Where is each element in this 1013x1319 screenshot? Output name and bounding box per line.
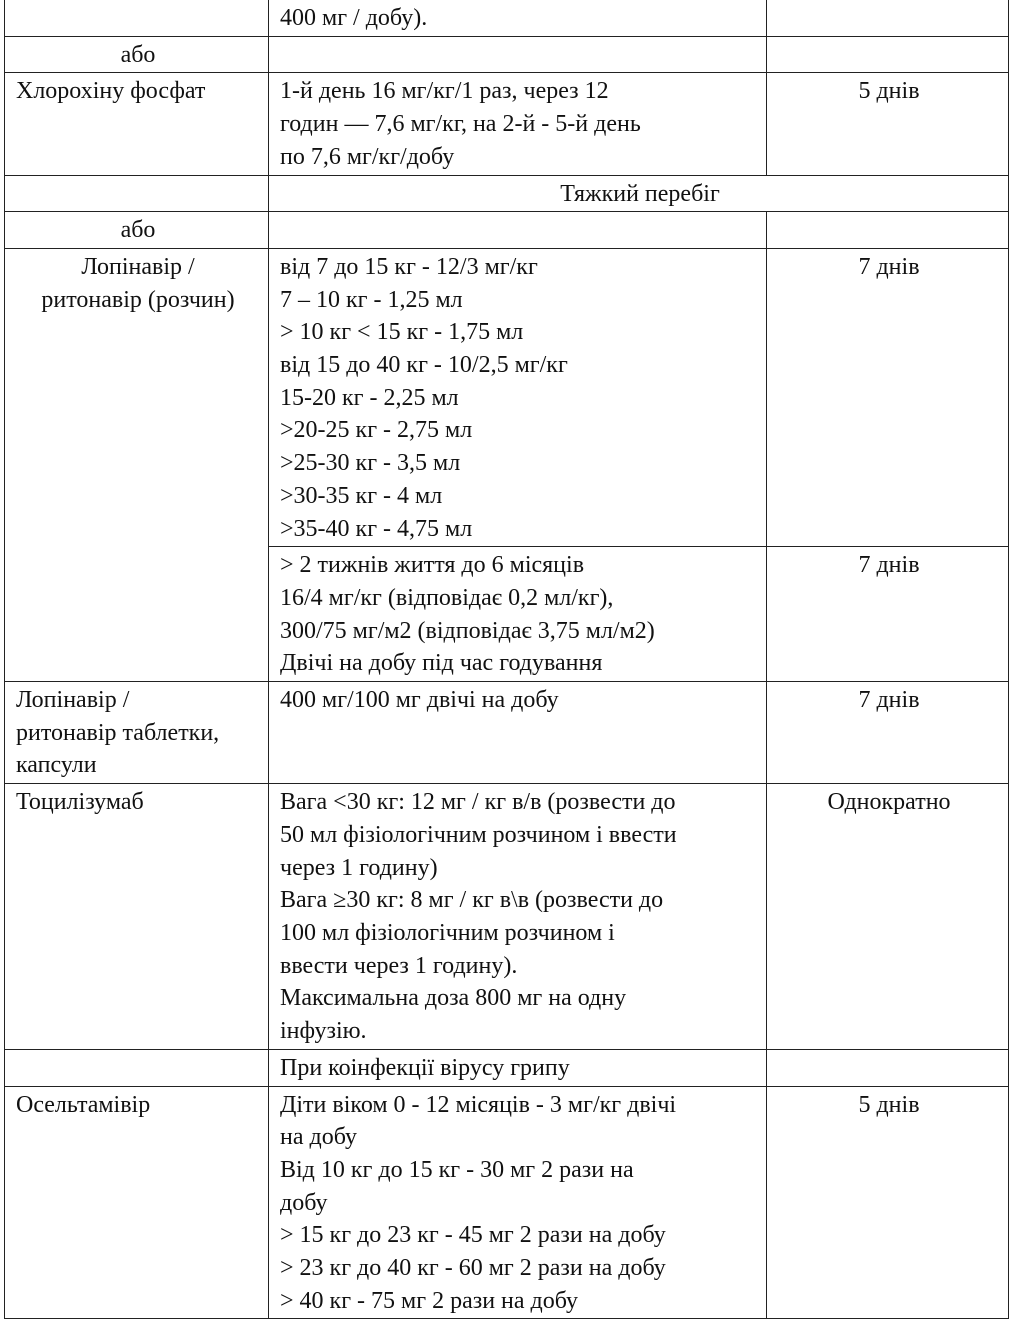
dosage-line: >35-40 кг - 4,75 мл xyxy=(280,515,473,542)
duration-cell: 7 днів xyxy=(767,248,1009,546)
dosage-line: на добу xyxy=(280,1124,358,1151)
drug-cell xyxy=(5,682,269,784)
drug-name-line: Лопінавір / xyxy=(16,687,130,714)
dosage-cell xyxy=(269,1086,767,1319)
table-row xyxy=(5,0,1009,36)
dosage-line: добу xyxy=(280,1189,328,1216)
drug-cell xyxy=(5,0,269,36)
dosage-line: по 7,6 мг/кг/добу xyxy=(280,143,455,170)
duration-cell xyxy=(767,36,1009,73)
dosage-cell xyxy=(269,212,767,249)
dosage-line: Максимальна доза 800 мг на одну xyxy=(280,985,627,1012)
drug-name-line: капсули xyxy=(16,752,97,779)
drug-name-line: Лопінавір / xyxy=(81,253,195,280)
drug-cell: Хлорохіну фосфат xyxy=(5,73,269,175)
dosage-cell xyxy=(269,73,767,175)
table-row xyxy=(5,1049,1009,1086)
dosage-line: Від 10 кг до 15 кг - 30 мг 2 рази на xyxy=(280,1156,634,1183)
dosage-line: > 40 кг - 75 мг 2 рази на добу xyxy=(280,1287,579,1314)
empty-cell xyxy=(5,1049,269,1086)
empty-cell xyxy=(5,175,269,212)
duration-cell: 5 днів xyxy=(767,73,1009,175)
dosage-cell xyxy=(269,547,767,682)
dosage-line: 50 мл фізіологічним розчином і ввести xyxy=(280,821,677,848)
dosage-cell xyxy=(269,36,767,73)
dosage-line: 100 мл фізіологічним розчином і xyxy=(280,919,615,946)
section-header: Тяжкий перебіг xyxy=(269,175,1009,212)
table-row xyxy=(5,1086,1009,1319)
table-row xyxy=(5,682,1009,784)
dosage-cell xyxy=(269,682,767,784)
dosage-line: 1-й день 16 мг/кг/1 раз, через 12 xyxy=(280,78,609,105)
table-row xyxy=(5,36,1009,73)
duration-cell: Однократно xyxy=(767,784,1009,1050)
table-row xyxy=(5,73,1009,175)
table-row xyxy=(5,175,1009,212)
dosage-line: годин — 7,6 мг/кг, на 2-й - 5-й день xyxy=(280,111,641,138)
dosage-line: 400 мг / добу). xyxy=(280,5,428,31)
dosage-cell xyxy=(269,248,767,546)
dosage-line: > 2 тижнів життя до 6 місяців xyxy=(280,552,585,579)
dosage-line: Вага ≥30 кг: 8 мг / кг в\в (розвести до xyxy=(280,887,664,914)
drug-cell-alternative: або xyxy=(5,36,269,73)
dosage-line: ввести через 1 годину). xyxy=(280,952,518,979)
dosage-line: 16/4 мг/кг (відповідає 0,2 мл/кг), xyxy=(280,584,614,611)
dosage-line: 15-20 кг - 2,25 мл xyxy=(280,384,459,411)
dosage-line: >25-30 кг - 3,5 мл xyxy=(280,450,461,477)
dosage-cell xyxy=(269,784,767,1050)
table-row xyxy=(5,248,1009,546)
dosage-cell xyxy=(269,0,767,36)
duration-cell: 5 днів xyxy=(767,1086,1009,1319)
drug-name-line: ритонавір таблетки, xyxy=(16,719,220,746)
dosage-line: від 15 до 40 кг - 10/2,5 мг/кг xyxy=(280,352,568,379)
duration-cell: 7 днів xyxy=(767,547,1009,682)
dosage-line: Вага <30 кг: 12 мг / кг в/в (розвести до xyxy=(280,789,676,816)
dosage-line: через 1 годину) xyxy=(280,854,438,881)
drug-cell-alternative: або xyxy=(5,212,269,249)
empty-cell xyxy=(767,1049,1009,1086)
duration-cell: 7 днів xyxy=(767,682,1009,784)
dosage-line: >30-35 кг - 4 мл xyxy=(280,482,443,509)
dosage-line: 300/75 мг/м2 (відповідає 3,75 мл/м2) xyxy=(280,617,655,644)
table-row xyxy=(5,784,1009,1050)
dosage-line: >20-25 кг - 2,75 мл xyxy=(280,417,473,444)
dosage-line: Діти віком 0 - 12 місяців - 3 мг/кг двічі xyxy=(280,1091,677,1118)
dosage-line: від 7 до 15 кг - 12/3 мг/кг xyxy=(280,253,538,280)
dosage-line: Двічі на добу під час годування xyxy=(280,650,603,677)
dosage-line: > 23 кг до 40 кг - 60 мг 2 рази на добу xyxy=(280,1255,666,1282)
dosage-table xyxy=(4,0,1009,1319)
drug-name-line: ритонавір (розчин) xyxy=(41,286,235,313)
dosage-line: інфузію. xyxy=(280,1018,367,1045)
drug-cell xyxy=(5,248,269,681)
drug-cell: Тоцилізумаб xyxy=(5,784,269,1050)
dosage-line: > 10 кг < 15 кг - 1,75 мл xyxy=(280,319,524,346)
dosage-line: 400 мг/100 мг двічі на добу xyxy=(280,687,559,714)
duration-cell xyxy=(767,0,1009,36)
drug-cell: Осельтамівір xyxy=(5,1086,269,1319)
table-row xyxy=(5,212,1009,249)
subsection-header: При коінфекції вірусу грипу xyxy=(269,1049,767,1086)
dosage-line: 7 – 10 кг - 1,25 мл xyxy=(280,286,463,313)
duration-cell xyxy=(767,212,1009,249)
dosage-line: > 15 кг до 23 кг - 45 мг 2 рази на добу xyxy=(280,1222,666,1249)
